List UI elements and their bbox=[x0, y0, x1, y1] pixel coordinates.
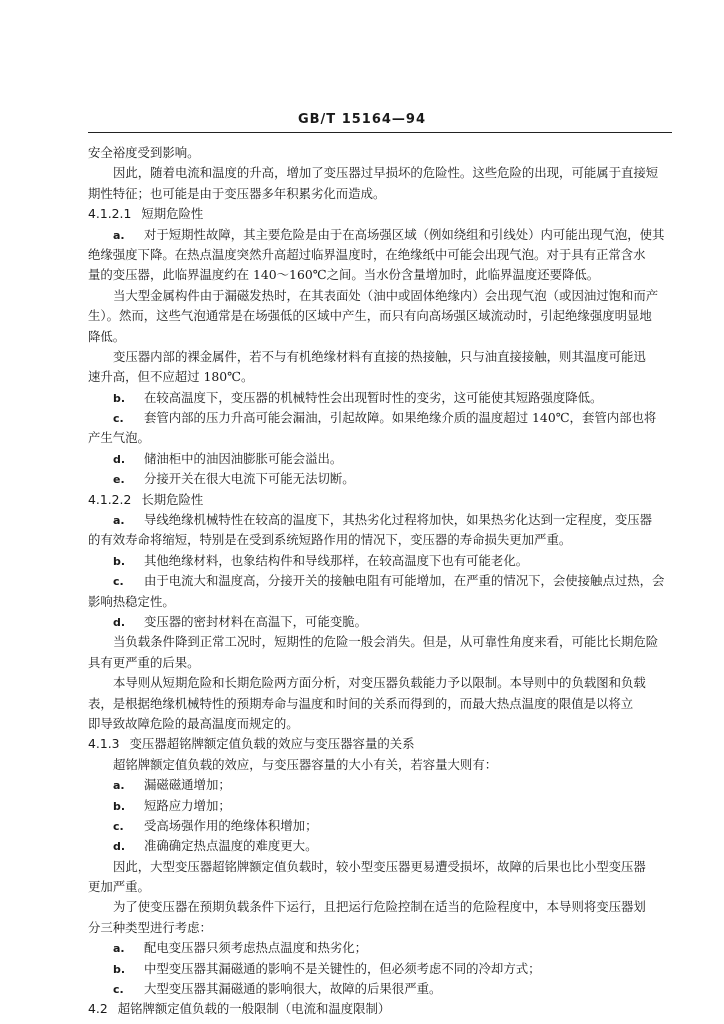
list-item bbox=[88, 449, 674, 469]
list-item-text: 短路应力增加； bbox=[144, 797, 231, 813]
list-marker: c. bbox=[113, 819, 124, 833]
section-title: 超铭牌额定值负载的一般限制（电流和温度限制） bbox=[117, 1001, 391, 1017]
paragraph-line: 即导致故障危险的最高温度而规定的。 bbox=[88, 715, 299, 731]
paragraph-line: 影响热稳定性。 bbox=[88, 593, 175, 609]
paragraph-line: 的有效寿命将缩短，特别是在受到系统短路作用的情况下，变压器的寿命损失更加严重。 bbox=[88, 532, 572, 548]
section-heading bbox=[88, 490, 674, 510]
list-marker: e. bbox=[113, 473, 125, 487]
paragraph-line: 生）。然而，这些气泡通常是在场强低的区域中产生，而只有向高场强区域流动时，引起绝缘强度明显地 bbox=[88, 308, 652, 324]
paragraph-line: 速升高，但不应超过 180℃。 bbox=[88, 369, 254, 385]
list-marker: a. bbox=[113, 779, 125, 793]
paragraph-first-line: 当负载条件降到正常工况时，短期性的危险一般会消失。但是，从可靠性角度来看，可能比长期危险 bbox=[113, 634, 659, 650]
list-item-text: 准确确定热点温度的难度更大。 bbox=[144, 838, 318, 854]
list-marker: d. bbox=[113, 452, 126, 466]
section-heading bbox=[88, 734, 674, 754]
list-item-text: 大型变压器其漏磁通的影响很大，故障的后果很严重。 bbox=[144, 981, 442, 997]
list-marker: c. bbox=[113, 412, 124, 426]
list-item bbox=[88, 938, 674, 958]
standard-number-header: GB/T 15164—94 bbox=[297, 112, 427, 127]
list-item bbox=[88, 571, 674, 591]
list-item bbox=[88, 551, 674, 571]
paragraph-first-line: 超铭牌额定值负载的效应，与变压器容量的大小有关，若容量大则有： bbox=[113, 756, 498, 772]
paragraph-line: 更加严重。 bbox=[88, 879, 150, 895]
list-item-text: 漏磁磁通增加； bbox=[144, 777, 231, 793]
list-marker: c. bbox=[113, 575, 124, 589]
paragraph-line: 降低。 bbox=[88, 328, 126, 344]
list-item-text: 分接开关在很大电流下可能无法切断。 bbox=[144, 471, 355, 487]
list-item-text: 由于电流大和温度高，分接开关的接触电阻有可能增加，在严重的情况下，会使接触点过热，会 bbox=[144, 573, 665, 589]
paragraph-line: 分三种类型进行考虑： bbox=[88, 919, 212, 935]
list-item bbox=[88, 225, 674, 245]
list-marker: b. bbox=[113, 554, 126, 568]
section-number: 4.1.2.2 bbox=[88, 491, 132, 507]
list-marker: a. bbox=[113, 228, 125, 242]
document-body bbox=[88, 143, 674, 1020]
section-number: 4.1.3 bbox=[88, 736, 120, 752]
paragraph-first-line: 因此，随着电流和温度的升高，增加了变压器过早损坏的危险性。这些危险的出现，可能属于直接短 bbox=[113, 165, 659, 181]
list-item-text: 储油柜中的油因油膨胀可能会溢出。 bbox=[144, 450, 343, 466]
paragraph-line: 绝缘强度下降。在热点温度突然升高超过临界温度时，在绝缘纸中可能会出现气泡。对于具有正常含水 bbox=[88, 246, 646, 262]
list-item bbox=[88, 836, 674, 856]
list-item bbox=[88, 612, 674, 632]
list-item-text: 在较高温度下，变压器的机械特性会出现暂时性的变劣，这可能使其短路强度降低。 bbox=[144, 389, 603, 405]
section-title: 变压器超铭牌额定值负载的效应与变压器容量的关系 bbox=[129, 736, 415, 752]
list-item-text: 中型变压器其漏磁通的影响不是关键性的，但必须考虑不同的冷却方式； bbox=[144, 960, 541, 976]
section-title: 短期危险性 bbox=[141, 206, 204, 222]
list-item bbox=[88, 979, 674, 999]
list-item bbox=[88, 796, 674, 816]
paragraph-line: 产生气泡。 bbox=[88, 430, 150, 446]
list-item-text: 受高场强作用的绝缘体积增加； bbox=[144, 817, 318, 833]
section-number: 4.1.2.1 bbox=[88, 206, 132, 222]
header-rule bbox=[88, 132, 672, 133]
paragraph-first-line: 为了使变压器在预期负载条件下运行，且把运行危险控制在适当的危险程度中，本导则将变压器划 bbox=[113, 899, 646, 915]
list-marker: a. bbox=[113, 514, 125, 528]
list-marker: d. bbox=[113, 615, 126, 629]
list-marker: b. bbox=[113, 391, 126, 405]
list-item-text: 对于短期性故障，其主要危险是由于在高场强区域（例如绕组和引线处）内可能出现气泡，使其 bbox=[144, 226, 665, 242]
list-item-text: 其他绝缘材料，也象结构件和导线那样，在较高温度下也有可能老化。 bbox=[144, 552, 529, 568]
list-item bbox=[88, 408, 674, 428]
paragraph-first-line: 变压器内部的裸金属件，若不与有机绝缘材料有直接的热接触，只与油直接接触，则其温度可能迅 bbox=[113, 348, 646, 364]
list-item bbox=[88, 816, 674, 836]
list-item bbox=[88, 959, 674, 979]
list-marker: c. bbox=[113, 983, 124, 997]
paragraph-first-line: 当大型金属构件由于漏磁发热时，在其表面处（油中或固体绝缘内）会出现气泡（或因油过饱和而产 bbox=[113, 287, 659, 303]
list-item-text: 配电变压器只须考虑热点温度和热劣化； bbox=[144, 940, 368, 956]
paragraph-line: 安全裕度受到影响。 bbox=[88, 145, 200, 160]
list-marker: b. bbox=[113, 799, 126, 813]
paragraph-line: 具有更严重的后果。 bbox=[88, 654, 200, 670]
list-item-text: 变压器的密封材料在高温下，可能变脆。 bbox=[144, 613, 368, 629]
paragraph-first-line: 本导则从短期危险和长期危险两方面分析，对变压器负载能力予以限制。本导则中的负载图和负载 bbox=[113, 675, 646, 691]
list-item bbox=[88, 469, 674, 489]
paragraph-line: 表，是根据绝缘机械特性的预期寿命与温度和时间的关系而得到的，而最大热点温度的限值是以将立 bbox=[88, 695, 634, 711]
section-heading bbox=[88, 204, 674, 224]
section-number: 4.2 bbox=[88, 1001, 108, 1017]
list-item-text: 导线绝缘机械特性在较高的温度下，其热劣化过程将加快，如果热劣化达到一定程度，变压器 bbox=[144, 512, 653, 528]
paragraph-first-line: 因此，大型变压器超铭牌额定值负载时，较小型变压器更易遭受损坏，故障的后果也比小型变压器 bbox=[113, 858, 646, 874]
section-heading bbox=[88, 999, 674, 1019]
list-item bbox=[88, 388, 674, 408]
list-marker: b. bbox=[113, 962, 126, 976]
paragraph-line: 量的变压器，此临界温度约在 140～160℃之间。当水份含量增加时，此临界温度还要降低。 bbox=[88, 267, 600, 283]
list-item bbox=[88, 775, 674, 795]
list-marker: a. bbox=[113, 942, 125, 956]
section-title: 长期危险性 bbox=[141, 491, 204, 507]
list-item-text: 套管内部的压力升高可能会漏油，引起故障。如果绝缘介质的温度超过 140℃，套管内部也将 bbox=[144, 410, 657, 426]
paragraph-line: 期性特征；也可能是由于变压器多年积累劣化而造成。 bbox=[88, 185, 386, 201]
list-marker: d. bbox=[113, 840, 126, 854]
list-item bbox=[88, 510, 674, 530]
